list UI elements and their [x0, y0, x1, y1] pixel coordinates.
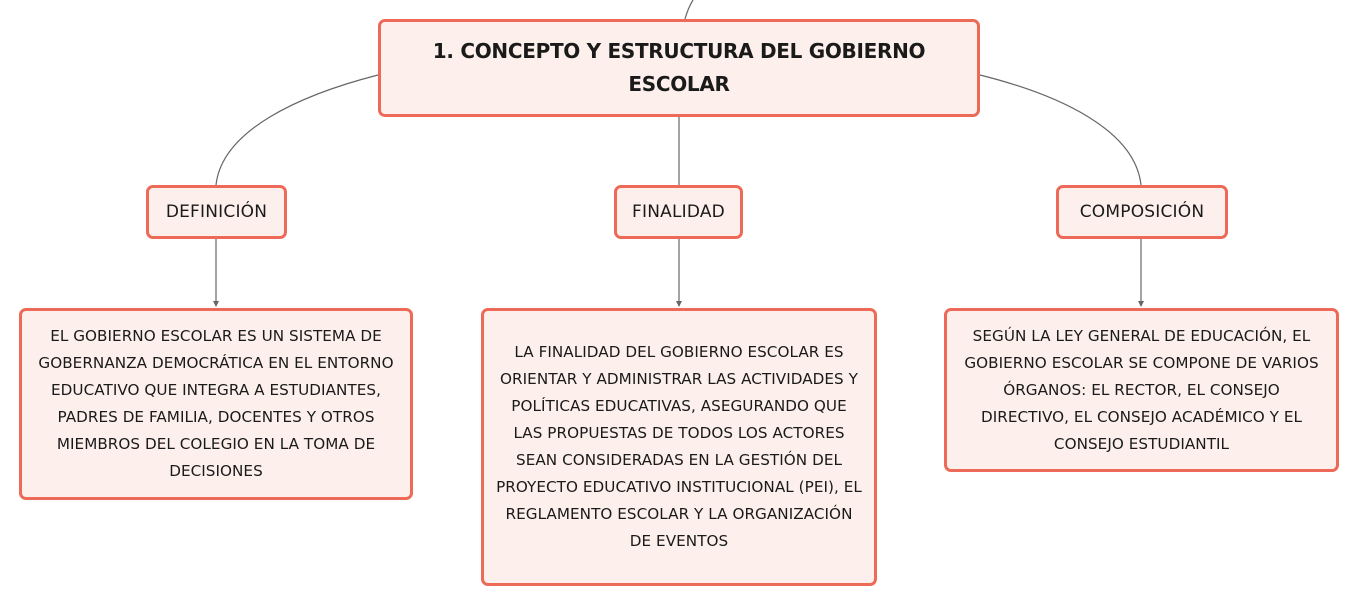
branch-label-finalidad: FINALIDAD	[632, 202, 725, 222]
connector-root-to-definicion	[216, 75, 378, 185]
text-composicion: SEGÚN LA LEY GENERAL DE EDUCACIÓN, EL GOBIERNO ESCOLAR SE COMPONE DE VARIOS ÓRGANOS: EL RECTOR, EL CONSEJO DIRECTIVO, EL CONSEJO ACADÉMICO Y EL CONSEJO ESTUDIANTIL	[964, 326, 1319, 453]
branch-label-composicion: COMPOSICIÓN	[1079, 202, 1205, 222]
root-topic-title: 1. CONCEPTO Y ESTRUCTURA DEL GOBIERNO ESCOLAR	[432, 39, 926, 96]
text-node-composicion[interactable]	[944, 308, 1339, 472]
text-finalidad: LA FINALIDAD DEL GOBIERNO ESCOLAR ES ORIENTAR Y ADMINISTRAR LAS ACTIVIDADES Y POLÍTICAS EDUCATIVAS, ASEGURANDO QUE LAS PROPUESTAS DE TODOS LOS ACTORES SEAN CONSIDERADAS EN LA GESTIÓN DEL PROYECTO EDUCATIVO INSTITUCIONAL (PEI), EL REGLAMENTO ESCOLAR Y LA ORGANIZACIÓN DE EVENTOS	[496, 343, 862, 550]
connector-root-to-composicion	[980, 75, 1141, 185]
connector-parent-to-root	[685, 0, 693, 19]
branch-node-finalidad[interactable]	[614, 185, 743, 239]
text-node-definicion[interactable]	[19, 308, 413, 500]
root-topic-node[interactable]	[378, 19, 980, 117]
text-node-finalidad[interactable]	[481, 308, 877, 586]
branch-node-definicion[interactable]	[146, 185, 287, 239]
branch-label-definicion: DEFINICIÓN	[165, 202, 268, 222]
branch-node-composicion[interactable]	[1056, 185, 1228, 239]
text-definicion: EL GOBIERNO ESCOLAR ES UN SISTEMA DE GOBERNANZA DEMOCRÁTICA EN EL ENTORNO EDUCATIVO QUE INTEGRA A ESTUDIANTES, PADRES DE FAMILIA, DOCENTES Y OTROS MIEMBROS DEL COLEGIO EN LA TOMA DE DECISIONES	[38, 327, 394, 480]
